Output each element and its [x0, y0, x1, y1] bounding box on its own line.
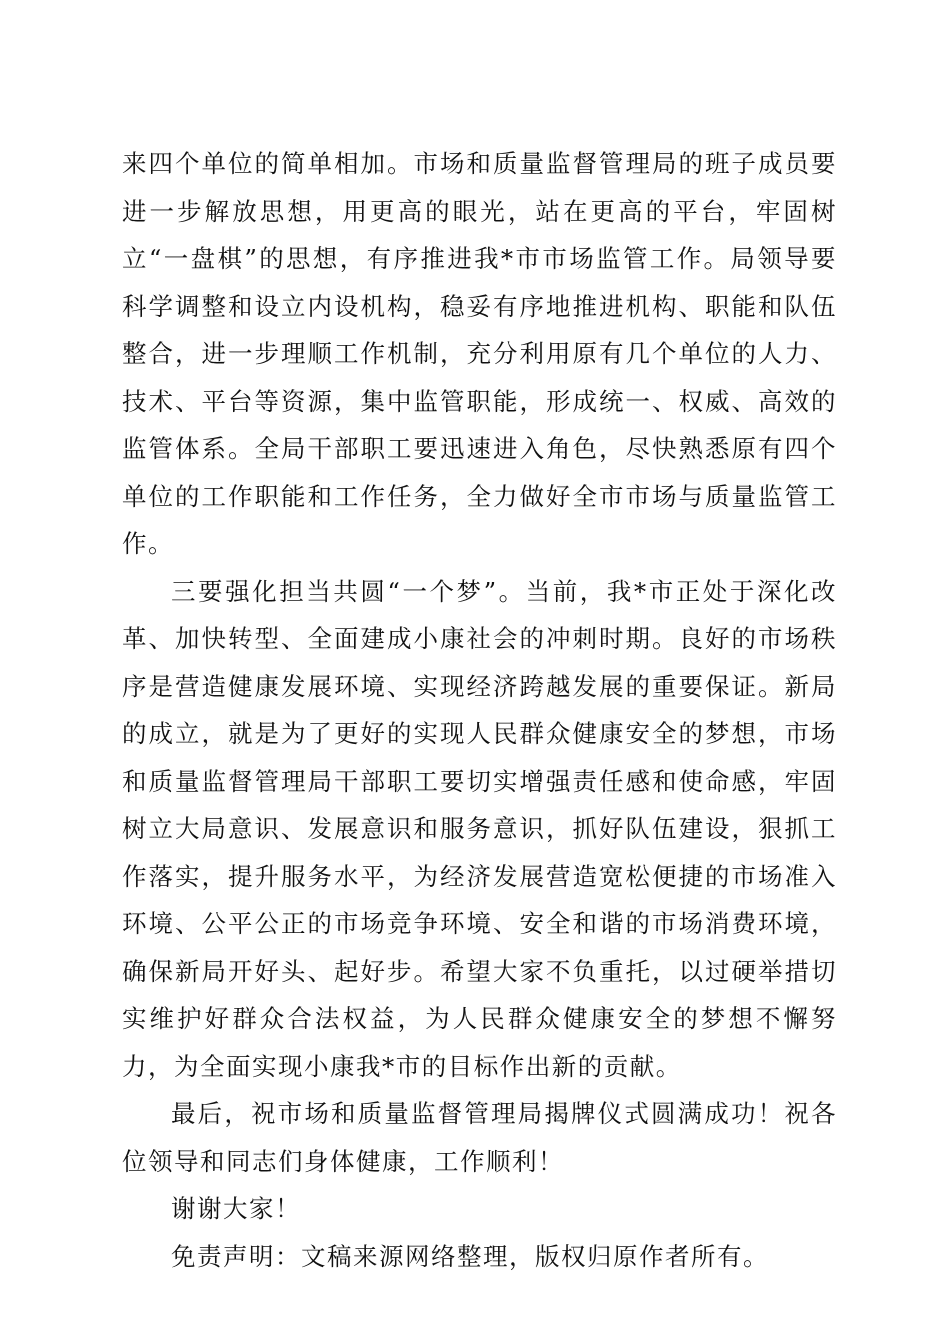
document-body	[122, 140, 837, 1280]
body-paragraph-third-point: 三要强化担当共圆“一个梦”。当前，我*市正处于深化改革、加快转型、全面建成小康社会的冲刺时期。良好的市场秩序是营造健康发展环境、实现经济跨越发展的重要保证。新局的成立，就是为了更好的实现人民群众健康安全的梦想，市场和质量监督管理局干部职工要切实增强责任感和使命感，牢固树立大局意识、发展意识和服务意识，抓好队伍建设，狠抓工作落实，提升服务水平，为经济发展营造宽松便捷的市场准入环境、公平公正的市场竞争环境、安全和谐的市场消费环境，确保新局开好头、起好步。希望大家不负重托，以过硬举措切实维护好群众合法权益，为人民群众健康安全的梦想不懈努力，为全面实现小康我*市的目标作出新的贡献。	[122, 576, 837, 1081]
body-paragraph-continuation: 来四个单位的简单相加。市场和质量监督管理局的班子成员要进一步解放思想，用更高的眼光，站在更高的平台，牢固树立“一盘棋”的思想，有序推进我*市市场监管工作。局领导要科学调整和设立内设机构，稳妥有序地推进机构、职能和队伍整合，进一步理顺工作机制，充分利用原有几个单位的人力、技术、平台等资源，集中监管职能，形成统一、权威、高效的监管体系。全局干部职工要迅速进入角色，尽快熟悉原有四个单位的工作职能和工作任务，全力做好全市市场与质量监管工作。	[122, 149, 837, 558]
body-paragraph-thanks: 谢谢大家！	[171, 1194, 301, 1223]
disclaimer-paragraph: 免责声明：文稿来源网络整理，版权归原作者所有。	[171, 1241, 769, 1271]
body-paragraph-closing-wishes: 最后，祝市场和质量监督管理局揭牌仪式圆满成功！祝各位领导和同志们身体健康，工作顺利！	[122, 1099, 837, 1176]
